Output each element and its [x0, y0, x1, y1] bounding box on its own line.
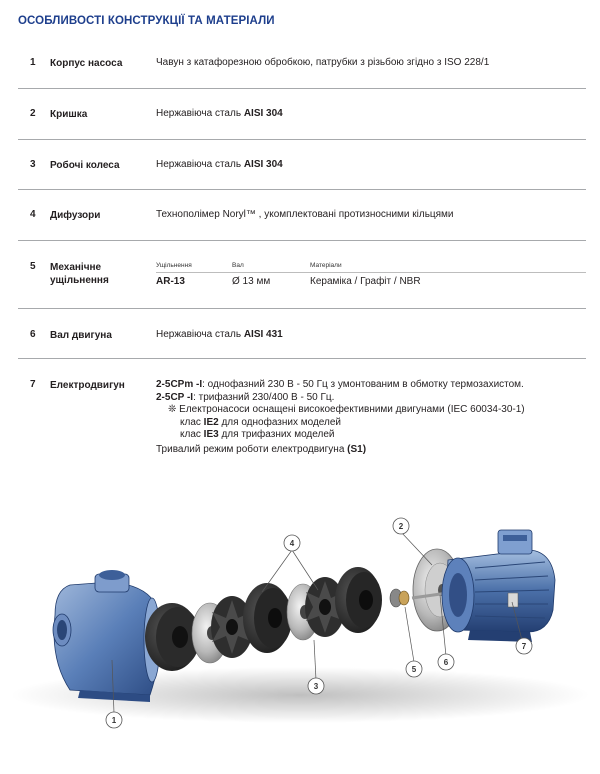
row-value: Нержавіюча сталь AISI 304: [156, 108, 283, 119]
shaft-header: Вал: [232, 262, 244, 269]
row-value: Чавун з катафорезною обробкою, патрубки з різьбою згідно з ISO 228/1: [156, 57, 490, 68]
mechanical-seal-part: [390, 589, 409, 607]
seal-header: Ущільнення: [156, 262, 192, 269]
callout-6: [438, 654, 454, 670]
row-value: Нержавіюча сталь AISI 431: [156, 329, 283, 340]
callout-1: [106, 712, 122, 728]
svg-text:6: 6: [443, 658, 449, 667]
callout-4: [284, 535, 300, 551]
row-number: 2: [30, 108, 36, 119]
callout-2: [393, 518, 409, 534]
motor-line-three-phase: 2-5CP -I: трифазний 230/400 В - 50 Гц.: [156, 391, 335, 403]
row-label: Корпус насоса: [50, 58, 123, 69]
motor-line-duty: Тривалий режим роботи електродвигуна (S1): [156, 443, 367, 455]
motor-line-ie2: клас IE2 для однофазних моделей: [180, 416, 342, 428]
seal-sub-divider: [156, 272, 586, 273]
row-number: 7: [30, 379, 36, 390]
materials-value: Кераміка / Графіт / NBR: [310, 276, 421, 287]
exploded-pump-illustration: [0, 490, 600, 774]
svg-text:1: 1: [111, 716, 117, 725]
seal-value: AR-13: [156, 276, 185, 287]
divider: [18, 240, 586, 241]
row-label: Механічне ущільнення: [50, 262, 109, 286]
divider: [18, 358, 586, 359]
row-label: Кришка: [50, 109, 88, 120]
diffuser-part: [145, 603, 200, 671]
row-number: 1: [30, 57, 36, 68]
diffuser-part: [335, 567, 382, 633]
row-number: 5: [30, 261, 36, 272]
divider: [18, 308, 586, 309]
diffuser-part: [243, 583, 292, 653]
svg-text:5: 5: [411, 665, 417, 674]
row-value: Нержавіюча сталь AISI 304: [156, 159, 283, 170]
divider: [18, 88, 586, 89]
page-title: ОСОБЛИВОСТІ КОНСТРУКЦІЇ ТА МАТЕРІАЛИ: [18, 15, 275, 27]
motor-line-single-phase: 2-5CPm -I: однофазний 230 В - 50 Гц з умонтованим в обмотку термозахистом.: [156, 379, 524, 390]
row-number: 6: [30, 329, 36, 340]
motor-line-ie3: клас IE3 для трифазних моделей: [180, 429, 335, 440]
motor-line-efficiency: ❊ Електронасоси оснащені високоефективними двигунами (IEC 60034-30-1): [168, 404, 525, 415]
pump-body-part: [53, 570, 160, 702]
row-value: Технополімер Noryl™ , укомплектовані протизносними кільцями: [156, 209, 454, 220]
svg-text:4: 4: [289, 539, 295, 548]
svg-text:2: 2: [398, 522, 404, 531]
divider: [18, 139, 586, 140]
row-label: Робочі колеса: [50, 160, 120, 171]
electric-motor-part: [442, 530, 555, 642]
row-number: 4: [30, 209, 36, 220]
callout-5: [406, 661, 422, 677]
callout-7: [516, 638, 532, 654]
row-label: Електродвигун: [50, 380, 125, 391]
callout-3: [308, 678, 324, 694]
motor-description: [156, 379, 525, 456]
materials-header: Матеріали: [310, 262, 342, 269]
shaft-value: Ø 13 мм: [232, 276, 271, 287]
row-label: Вал двигуна: [50, 330, 112, 341]
row-label: Дифузори: [50, 210, 101, 221]
row-number: 3: [30, 159, 36, 170]
svg-text:3: 3: [313, 682, 319, 691]
divider: [18, 189, 586, 190]
svg-text:7: 7: [521, 642, 527, 651]
